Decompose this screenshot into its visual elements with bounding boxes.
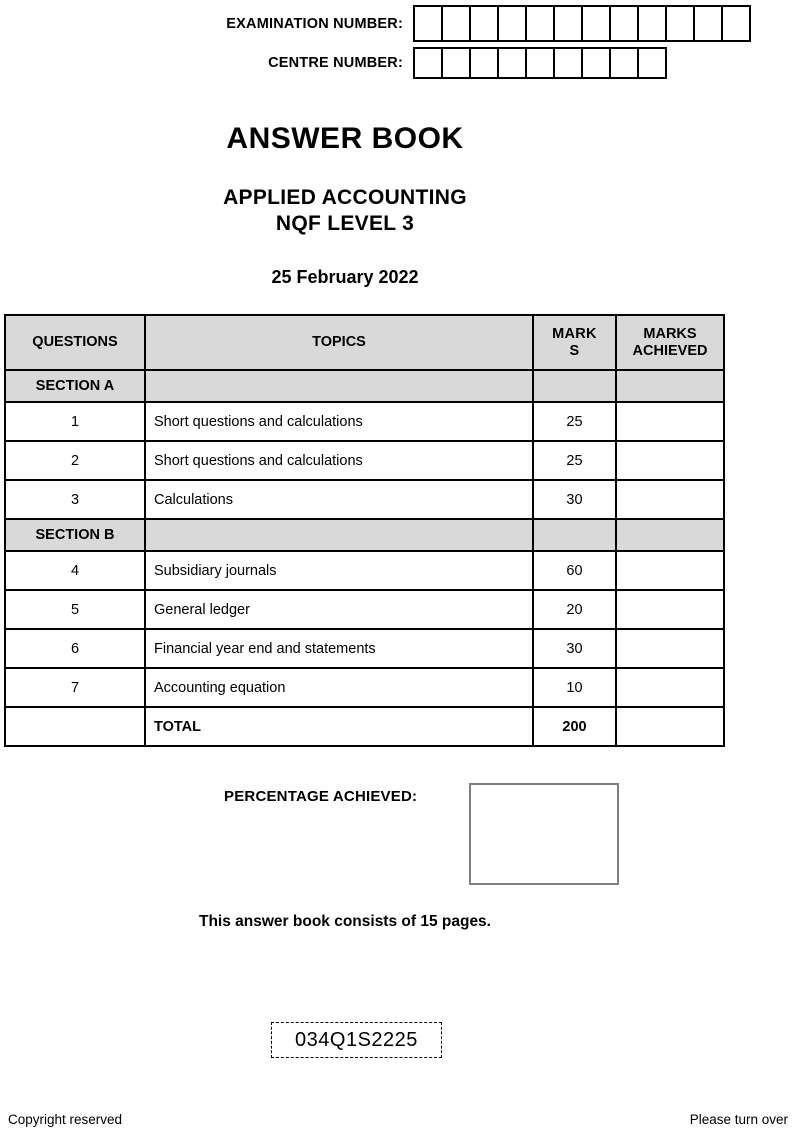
marks-summary-table <box>4 314 725 747</box>
paper-code-box <box>271 1022 442 1058</box>
examination-number-cell[interactable] <box>553 5 583 42</box>
centre-number-cell[interactable] <box>637 47 667 79</box>
centre-number-cell[interactable] <box>581 47 611 79</box>
column-header-topics: TOPICS <box>145 315 533 370</box>
page-title: ANSWER BOOK <box>226 122 464 155</box>
column-header-achieved-line2: ACHIEVED <box>632 342 708 359</box>
cell-marks: 25 <box>533 441 616 480</box>
centre-number-cell[interactable] <box>497 47 527 79</box>
cell-question: 6 <box>5 629 145 668</box>
cell-topic: Short questions and calculations <box>145 441 533 480</box>
cell-marks-achieved[interactable] <box>616 480 724 519</box>
cell-marks <box>533 519 616 551</box>
cell-marks: 200 <box>533 707 616 746</box>
examination-number-cell[interactable] <box>525 5 555 42</box>
cell-marks-achieved[interactable] <box>616 590 724 629</box>
examination-number-cell[interactable] <box>637 5 667 42</box>
cell-question: 3 <box>5 480 145 519</box>
cell-question: 4 <box>5 551 145 590</box>
percentage-achieved-label: PERCENTAGE ACHIEVED: <box>224 788 418 805</box>
table-row <box>5 590 724 629</box>
centre-number-label: CENTRE NUMBER: <box>268 55 403 71</box>
column-header-achieved-line1: MARKS <box>643 325 697 342</box>
cell-question: SECTION A <box>5 370 145 402</box>
centre-number-boxes[interactable] <box>413 47 667 79</box>
cell-question: SECTION B <box>5 519 145 551</box>
centre-number-cell[interactable] <box>525 47 555 79</box>
column-header-marks-line2: S <box>569 342 580 359</box>
table-row <box>5 480 724 519</box>
column-header-marks-line1: MARK <box>552 325 597 342</box>
cell-question: 2 <box>5 441 145 480</box>
paper-code-text: 034Q1S2225 <box>295 1028 418 1051</box>
cell-topic: TOTAL <box>145 707 533 746</box>
examination-number-cell[interactable] <box>609 5 639 42</box>
cell-marks-achieved[interactable] <box>616 441 724 480</box>
marks-table-head <box>5 315 724 370</box>
table-row <box>5 441 724 480</box>
centre-number-cell[interactable] <box>413 47 443 79</box>
cell-marks-achieved[interactable] <box>616 629 724 668</box>
cell-marks: 20 <box>533 590 616 629</box>
centre-number-cell[interactable] <box>441 47 471 79</box>
subject-name: APPLIED ACCOUNTING <box>223 186 467 209</box>
table-row <box>5 668 724 707</box>
cell-topic: Financial year end and statements <box>145 629 533 668</box>
marks-table-body <box>5 370 724 746</box>
centre-number-row <box>188 47 667 79</box>
table-row <box>5 629 724 668</box>
cell-marks: 60 <box>533 551 616 590</box>
qualification-level: NQF LEVEL 3 <box>275 212 415 235</box>
centre-number-cell[interactable] <box>609 47 639 79</box>
centre-number-cell[interactable] <box>469 47 499 79</box>
examination-number-cell[interactable] <box>441 5 471 42</box>
column-header-marks <box>533 315 616 370</box>
cell-question: 7 <box>5 668 145 707</box>
cell-marks-achieved[interactable] <box>616 370 724 402</box>
cell-marks: 25 <box>533 402 616 441</box>
exam-date: 25 February 2022 <box>271 267 419 287</box>
footer-turn-over: Please turn over <box>689 1112 788 1127</box>
cell-marks: 10 <box>533 668 616 707</box>
examination-number-cell[interactable] <box>693 5 723 42</box>
table-row <box>5 707 724 746</box>
examination-number-cell[interactable] <box>721 5 751 42</box>
cell-topic <box>145 370 533 402</box>
cell-question: 5 <box>5 590 145 629</box>
examination-number-cell[interactable] <box>665 5 695 42</box>
column-header-questions: QUESTIONS <box>5 315 145 370</box>
cell-marks-achieved[interactable] <box>616 551 724 590</box>
percentage-achieved-input-box[interactable] <box>469 783 619 885</box>
cell-marks: 30 <box>533 629 616 668</box>
subject-title-block <box>0 185 690 237</box>
cell-topic: Short questions and calculations <box>145 402 533 441</box>
cell-marks-achieved[interactable] <box>616 668 724 707</box>
table-row <box>5 551 724 590</box>
footer-copyright: Copyright reserved <box>8 1112 123 1127</box>
cell-topic: Calculations <box>145 480 533 519</box>
marks-table-header-row <box>5 315 724 370</box>
cell-topic <box>145 519 533 551</box>
cell-marks-achieved[interactable] <box>616 707 724 746</box>
table-row <box>5 402 724 441</box>
number-entry-block <box>0 0 800 90</box>
page-count-note: This answer book consists of 15 pages. <box>198 913 491 930</box>
examination-number-boxes[interactable] <box>413 5 751 42</box>
page-footer <box>0 1112 800 1131</box>
table-section-row <box>5 370 724 402</box>
cell-question <box>5 707 145 746</box>
examination-number-cell[interactable] <box>413 5 443 42</box>
cell-marks-achieved[interactable] <box>616 402 724 441</box>
examination-number-cell[interactable] <box>469 5 499 42</box>
cell-topic: Subsidiary journals <box>145 551 533 590</box>
cell-question: 1 <box>5 402 145 441</box>
percentage-achieved-row <box>0 786 800 896</box>
examination-number-cell[interactable] <box>581 5 611 42</box>
examination-number-row <box>188 5 751 42</box>
cell-marks-achieved[interactable] <box>616 519 724 551</box>
centre-number-cell[interactable] <box>553 47 583 79</box>
table-section-row <box>5 519 724 551</box>
cell-marks: 30 <box>533 480 616 519</box>
cell-marks <box>533 370 616 402</box>
examination-number-cell[interactable] <box>497 5 527 42</box>
column-header-marks-achieved <box>616 315 724 370</box>
cell-topic: General ledger <box>145 590 533 629</box>
cell-topic: Accounting equation <box>145 668 533 707</box>
examination-number-label: EXAMINATION NUMBER: <box>226 15 403 32</box>
